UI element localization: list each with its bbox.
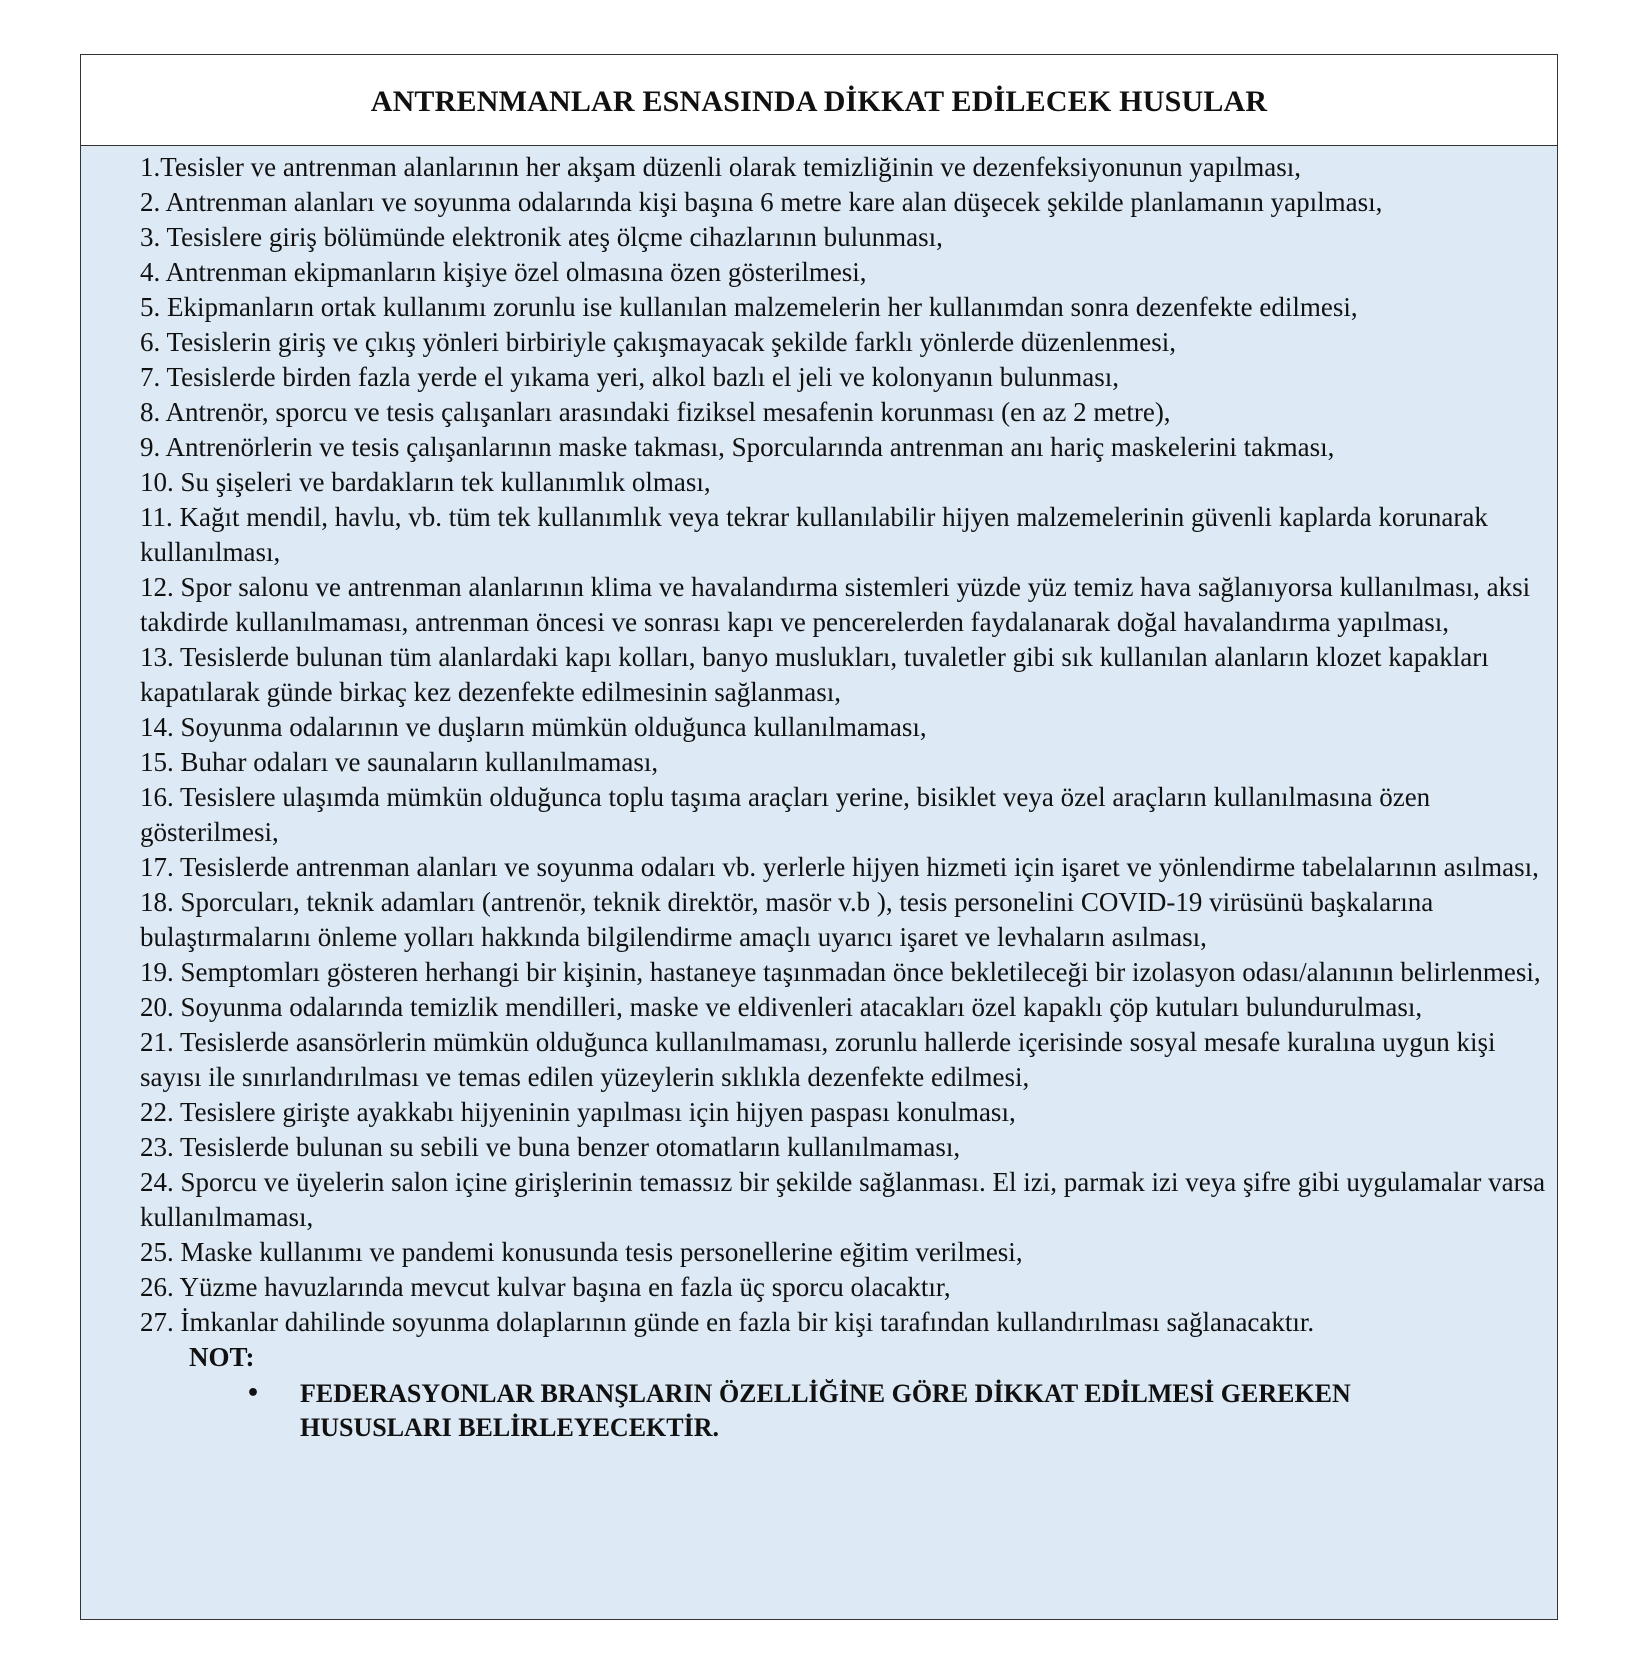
- title-header: [81, 55, 1557, 146]
- rule-item: 3. Tesislere giriş bölümünde elektronik ateş ölçme cihazlarının bulunması,: [140, 222, 943, 252]
- rule-item: 12. Spor salonu ve antrenman alanlarının klima ve havalandırma sistemleri yüzde yüz temiz hava sağlanıyorsa kullanılması, aksi takdirde kullanılmaması, antrenman öncesi ve sonrası kapı ve pencerelerden faydalanarak doğal havalandırma yapılması,: [140, 572, 1531, 637]
- rule-item: 18. Sporcuları, teknik adamları (antrenör, teknik direktör, masör v.b ), tesis personelini COVID-19 virüsünü başkalarına bulaştırmalarını önleme yolları hakkında bilgilendirme amaçlı uyarıcı işaret ve levhaların asılması,: [140, 887, 1434, 952]
- note-item-text: FEDERASYONLAR BRANŞLARIN ÖZELLİĞİNE GÖRE DİKKAT EDİLMESİ GEREKEN HUSUSLARI BELİRLEYECEKTİR.: [300, 1379, 1351, 1442]
- rule-item: 14. Soyunma odalarının ve duşların mümkün olduğunca kullanılmaması,: [140, 712, 927, 742]
- rule-item: 22. Tesislere girişte ayakkabı hijyeninin yapılması için hijyen paspası konulması,: [140, 1097, 1016, 1127]
- rule-item: 15. Buhar odaları ve saunaların kullanılmaması,: [140, 747, 659, 777]
- rule-item: 23. Tesislerde bulunan su sebili ve buna benzer otomatların kullanılmaması,: [140, 1132, 961, 1162]
- note-list: [140, 1377, 1547, 1445]
- note-item: [140, 1377, 1547, 1445]
- rules-list: [140, 150, 1547, 1340]
- document-body: [81, 146, 1557, 1619]
- rule-item: 17. Tesislerde antrenman alanları ve soyunma odaları vb. yerlerle hijyen hizmeti için işaret ve yönlendirme tabelalarının asılması,: [140, 852, 1539, 882]
- rule-item: 27. İmkanlar dahilinde soyunma dolaplarının günde en fazla bir kişi tarafından kullandırılması sağlanacaktır.: [140, 1307, 1315, 1337]
- rule-item: 1.Tesisler ve antrenman alanlarının her akşam düzenli olarak temizliğinin ve dezenfeksiyonunun yapılması,: [140, 152, 1301, 182]
- rule-item: 13. Tesislerde bulunan tüm alanlardaki kapı kolları, banyo muslukları, tuvaletler gibi sık kullanılan alanların klozet kapakları kapatılarak günde birkaç kez dezenfekte edilmesinin sağlanması,: [140, 642, 1489, 707]
- rule-item: 24. Sporcu ve üyelerin salon içine girişlerinin temassız bir şekilde sağlanması. El izi, parmak izi veya şifre gibi uygulamalar varsa kullanılmaması,: [140, 1167, 1546, 1232]
- rule-item: 4. Antrenman ekipmanların kişiye özel olmasına özen gösterilmesi,: [140, 257, 867, 287]
- rule-item: 8. Antrenör, sporcu ve tesis çalışanları arasındaki fiziksel mesafenin korunması (en az 2 metre),: [140, 397, 1171, 427]
- rule-item: 20. Soyunma odalarında temizlik mendilleri, maske ve eldivenleri atacakları özel kapaklı çöp kutuları bulundurulması,: [140, 992, 1423, 1022]
- rule-item: 16. Tesislere ulaşımda mümkün olduğunca toplu taşıma araçları yerine, bisiklet veya özel araçların kullanılmasına özen gösterilmesi,: [140, 782, 1431, 847]
- rule-item: 11. Kağıt mendil, havlu, vb. tüm tek kullanımlık veya tekrar kullanılabilir hijyen malzemelerinin güvenli kaplarda korunarak kullanılması,: [140, 502, 1488, 567]
- rule-item: 5. Ekipmanların ortak kullanımı zorunlu ise kullanılan malzemelerin her kullanımdan sonra dezenfekte edilmesi,: [140, 292, 1358, 322]
- note-label: NOT:: [189, 1342, 255, 1372]
- rule-item: 21. Tesislerde asansörlerin mümkün olduğunca kullanılmaması, zorunlu hallerde içerisinde sosyal mesafe kuralına uygun kişi sayısı ile sınırlandırılması ve temas edilen yüzeylerin sıklıkla dezenfekte edilmesi,: [140, 1027, 1496, 1092]
- rule-item: 19. Semptomları gösteren herhangi bir kişinin, hastaneye taşınmadan önce bekletileceği bir izolasyon odası/alanının belirlenmesi,: [140, 957, 1541, 987]
- rule-item: 6. Tesislerin giriş ve çıkış yönleri birbiriyle çakışmayacak şekilde farklı yönlerde düzenlenmesi,: [140, 327, 1177, 357]
- document-title: ANTRENMANLAR ESNASINDA DİKKAT EDİLECEK HUSULAR: [370, 85, 1268, 118]
- bullet-icon: •: [246, 1381, 261, 1406]
- document-frame: [80, 54, 1558, 1620]
- rule-item: 7. Tesislerde birden fazla yerde el yıkama yeri, alkol bazlı el jeli ve kolonyanın bulunması,: [140, 362, 1120, 392]
- rule-item: 25. Maske kullanımı ve pandemi konusunda tesis personellerine eğitim verilmesi,: [140, 1237, 1023, 1267]
- rule-item: 2. Antrenman alanları ve soyunma odalarında kişi başına 6 metre kare alan düşecek şekilde planlamanın yapılması,: [140, 187, 1383, 217]
- rule-item: 10. Su şişeleri ve bardakların tek kullanımlık olması,: [140, 467, 711, 497]
- rule-item: 26. Yüzme havuzlarında mevcut kulvar başına en fazla üç sporcu olacaktır,: [140, 1272, 951, 1302]
- rule-item: 9. Antrenörlerin ve tesis çalışanlarının maske takması, Sporcularında antrenman anı hariç maskelerini takması,: [140, 432, 1335, 462]
